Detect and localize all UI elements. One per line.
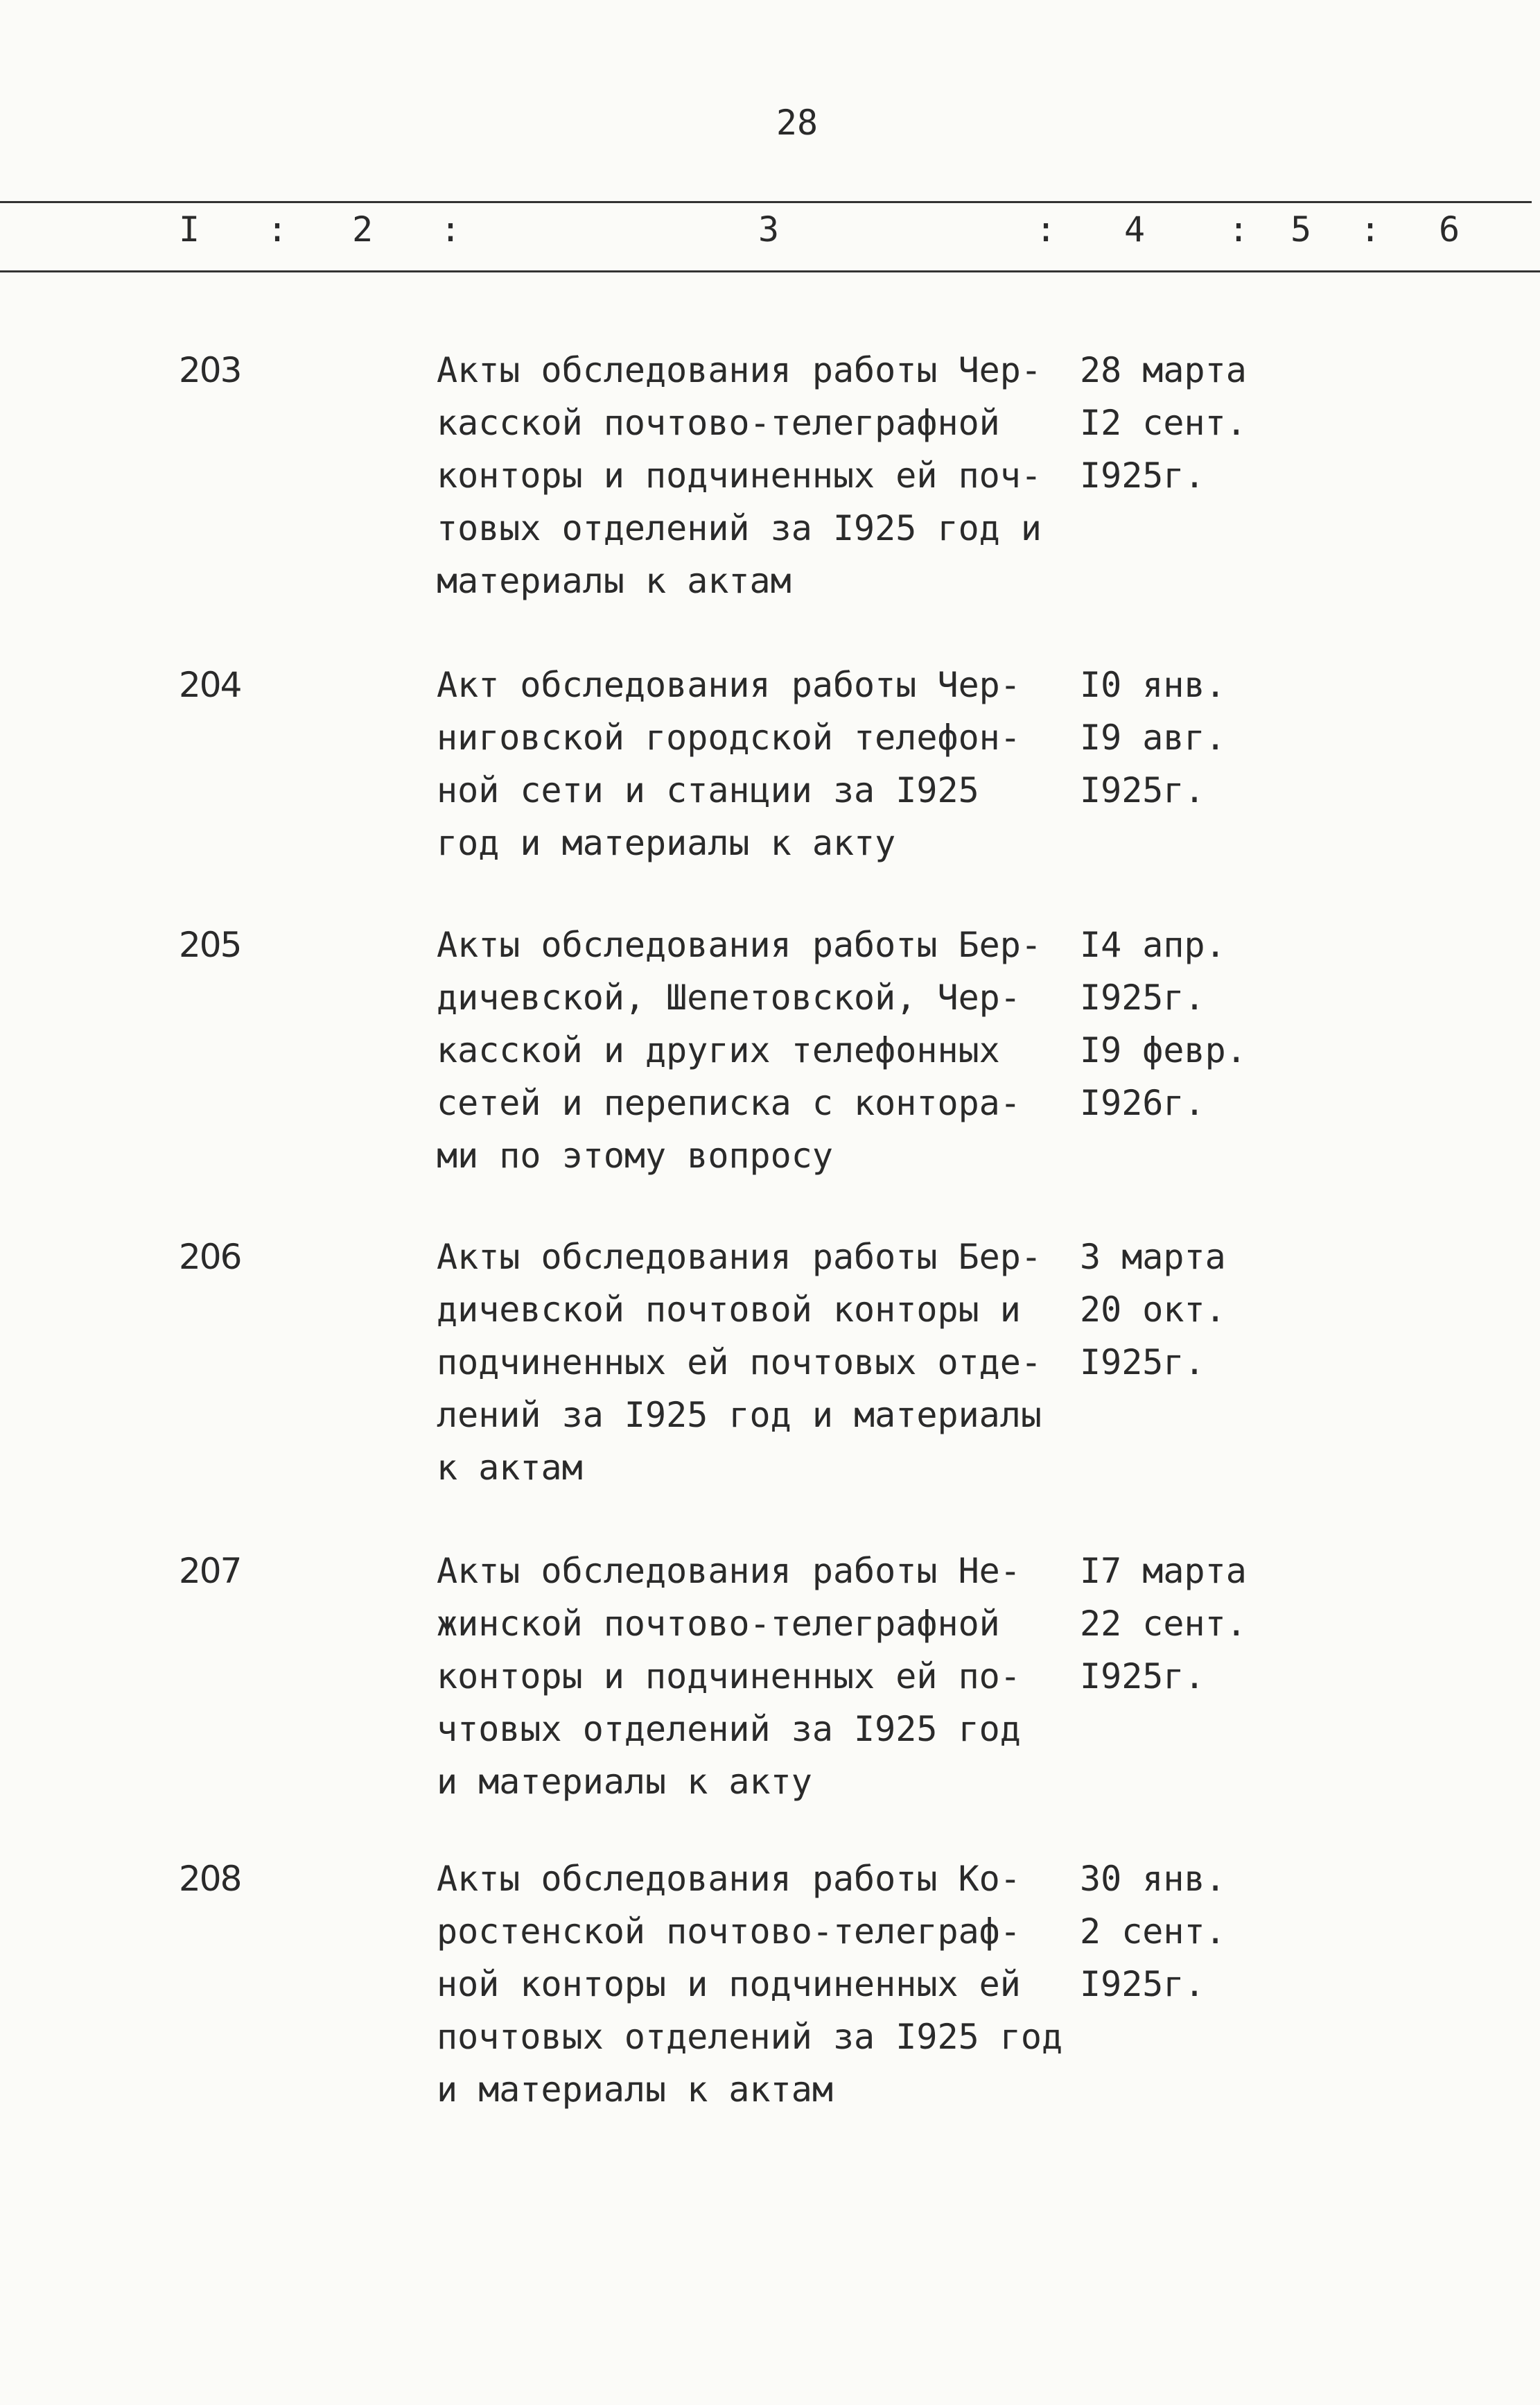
entry-number: 207 bbox=[179, 1551, 241, 1591]
entry-number: 208 bbox=[179, 1859, 241, 1899]
title-line: сетей и переписка с контора- bbox=[437, 1083, 1021, 1123]
date-line: I0 янв. bbox=[1080, 665, 1226, 705]
page-number: 28 bbox=[776, 103, 819, 143]
title-line: почтовых отделений за I925 год bbox=[437, 2017, 1063, 2057]
column-header-6: 6 bbox=[1439, 209, 1460, 250]
column-separator: : bbox=[1228, 209, 1250, 250]
entry-number: 206 bbox=[179, 1237, 241, 1277]
date-line: I4 апр. bbox=[1080, 925, 1226, 965]
date-line: 2 сент. bbox=[1080, 1911, 1226, 1952]
title-line: и материалы к акту bbox=[437, 1762, 812, 1802]
entry-title bbox=[437, 1545, 1088, 1808]
date-line: 30 янв. bbox=[1080, 1859, 1226, 1899]
column-separator: : bbox=[267, 209, 288, 250]
date-line: I925г. bbox=[1080, 770, 1205, 810]
date-line: I925г. bbox=[1080, 455, 1205, 496]
entry-dates bbox=[1080, 1852, 1357, 2011]
title-line: конторы и подчиненных ей поч- bbox=[437, 455, 1042, 496]
entry-dates bbox=[1080, 919, 1357, 1129]
column-separator: : bbox=[1360, 209, 1381, 250]
entry-title bbox=[437, 344, 1088, 607]
entry-number: 205 bbox=[179, 925, 241, 965]
date-line: I7 марта bbox=[1080, 1551, 1247, 1591]
title-line: ростенской почтово-телеграф- bbox=[437, 1911, 1021, 1952]
title-line: жинской почтово-телеграфной bbox=[437, 1604, 1000, 1644]
entry-dates bbox=[1080, 659, 1357, 817]
title-line: Акты обследования работы Чер- bbox=[437, 350, 1042, 390]
title-line: и материалы к актам bbox=[437, 2069, 833, 2110]
date-line: I926г. bbox=[1080, 1083, 1205, 1123]
title-line: Акты обследования работы Бер- bbox=[437, 925, 1042, 965]
date-line: 3 марта bbox=[1080, 1237, 1226, 1277]
title-line: Акты обследования работы Бер- bbox=[437, 1237, 1042, 1277]
entry-title bbox=[437, 1852, 1088, 2116]
date-line: I925г. bbox=[1080, 978, 1205, 1018]
entry-title bbox=[437, 1231, 1088, 1494]
title-line: Акты обследования работы Не- bbox=[437, 1551, 1021, 1591]
title-line: материалы к актам bbox=[437, 561, 791, 601]
column-header-3: 3 bbox=[758, 209, 780, 250]
date-line: I925г. bbox=[1080, 1342, 1205, 1382]
date-line: I925г. bbox=[1080, 1656, 1205, 1696]
title-line: конторы и подчиненных ей по- bbox=[437, 1656, 1021, 1696]
column-separator: : bbox=[440, 209, 462, 250]
title-line: ми по этому вопросу bbox=[437, 1136, 833, 1176]
date-line: 28 марта bbox=[1080, 350, 1247, 390]
title-line: чтовых отделений за I925 год bbox=[437, 1709, 1021, 1749]
entry-number: 204 bbox=[179, 665, 241, 705]
column-header-5: 5 bbox=[1290, 209, 1312, 250]
date-line: I9 авг. bbox=[1080, 718, 1226, 758]
entry-dates bbox=[1080, 1231, 1357, 1389]
title-line: к актам bbox=[437, 1448, 583, 1488]
date-line: I925г. bbox=[1080, 1964, 1205, 2004]
column-header-1: I bbox=[179, 209, 200, 250]
entry-title bbox=[437, 919, 1088, 1182]
date-line: I9 февр. bbox=[1080, 1030, 1247, 1070]
title-line: дичевской, Шепетовской, Чер- bbox=[437, 978, 1021, 1018]
date-line: 22 сент. bbox=[1080, 1604, 1247, 1644]
entry-number: 203 bbox=[179, 350, 241, 390]
title-line: товых отделений за I925 год и bbox=[437, 508, 1042, 548]
title-line: ниговской городской телефон- bbox=[437, 718, 1021, 758]
title-line: подчиненных ей почтовых отде- bbox=[437, 1342, 1042, 1382]
date-line: I2 сент. bbox=[1080, 403, 1247, 443]
entry-title bbox=[437, 659, 1088, 869]
header-rule-bottom bbox=[0, 270, 1540, 272]
title-line: год и материалы к акту bbox=[437, 823, 896, 863]
title-line: ной конторы и подчиненных ей bbox=[437, 1964, 1021, 2004]
title-line: касской и других телефонных bbox=[437, 1030, 1000, 1070]
title-line: Акт обследования работы Чер- bbox=[437, 665, 1021, 705]
entry-dates bbox=[1080, 1545, 1357, 1703]
header-rule-top bbox=[0, 201, 1532, 203]
title-line: лений за I925 год и материалы bbox=[437, 1395, 1042, 1435]
title-line: ной сети и станции за I925 bbox=[437, 770, 979, 810]
title-line: дичевской почтовой конторы и bbox=[437, 1290, 1021, 1330]
title-line: касской почтово-телеграфной bbox=[437, 403, 1000, 443]
date-line: 20 окт. bbox=[1080, 1290, 1226, 1330]
column-header-4: 4 bbox=[1124, 209, 1146, 250]
title-line: Акты обследования работы Ко- bbox=[437, 1859, 1021, 1899]
entry-dates bbox=[1080, 344, 1357, 502]
column-header-2: 2 bbox=[352, 209, 374, 250]
column-separator: : bbox=[1035, 209, 1057, 250]
